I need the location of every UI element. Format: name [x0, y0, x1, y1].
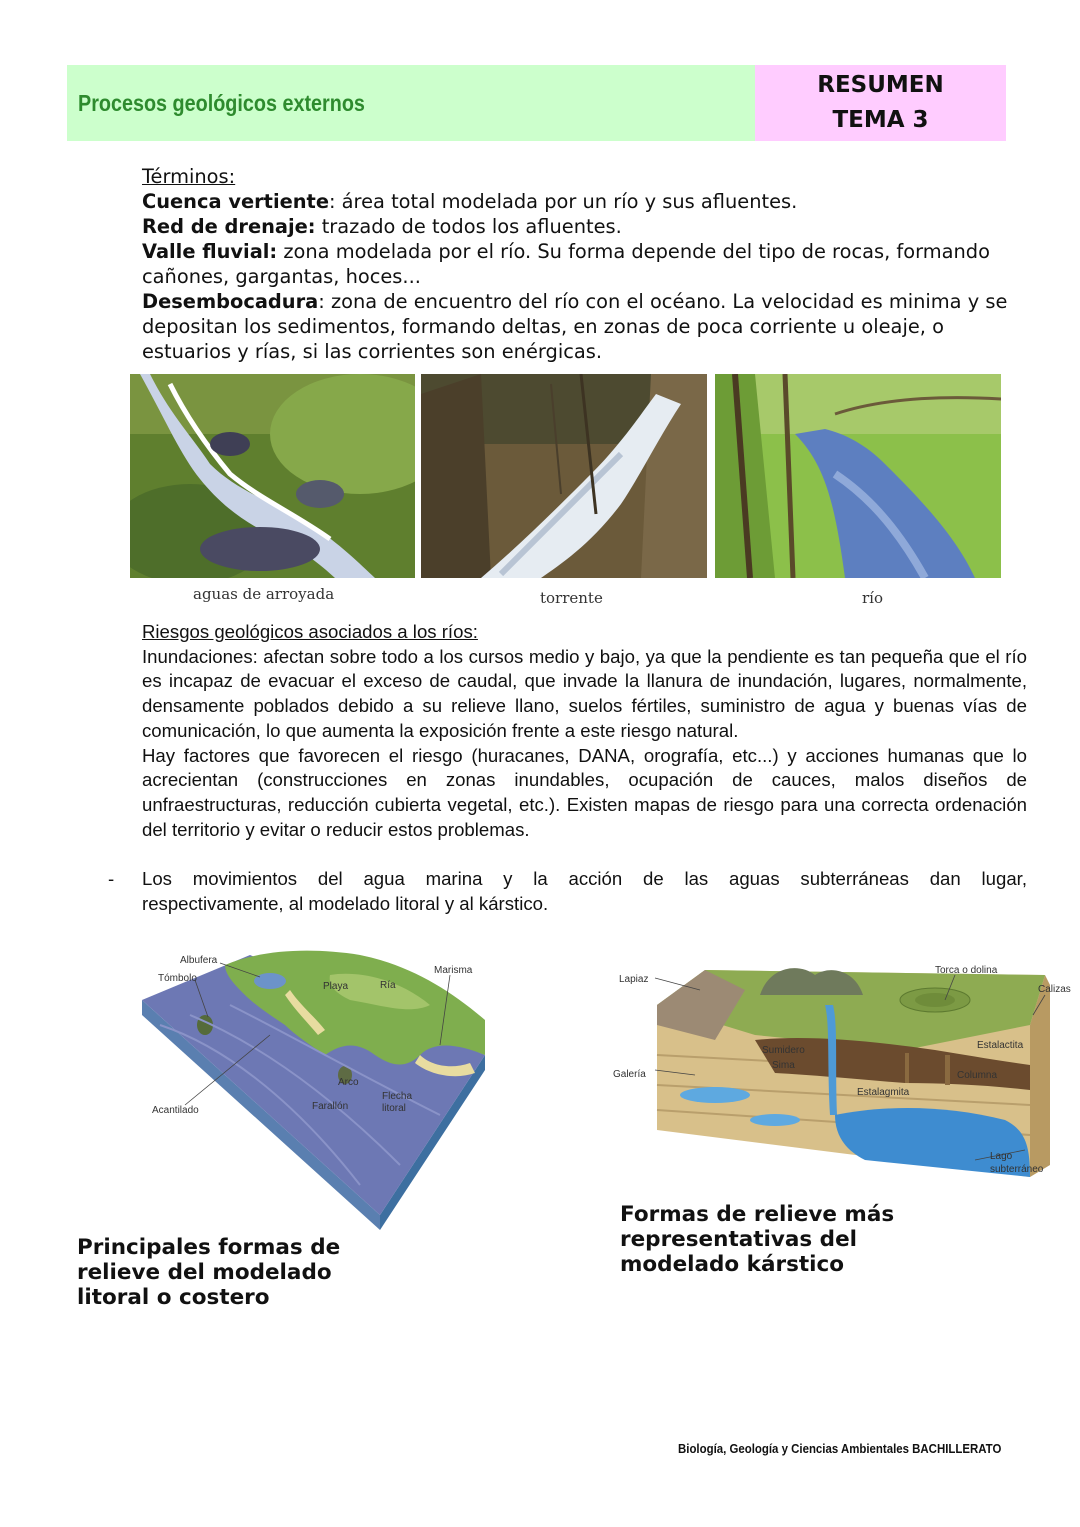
- label-litoral: litoral: [382, 1103, 406, 1114]
- bullet-item: [108, 867, 1027, 916]
- term-item: [142, 214, 1022, 239]
- label-subterraneo: subterráneo: [990, 1164, 1044, 1175]
- label-arco: Arco: [338, 1077, 359, 1088]
- term-definition: trazado de todos los afluentes.: [315, 215, 622, 238]
- label-marisma: Marisma: [434, 965, 473, 976]
- terms-heading: Términos:: [142, 165, 236, 188]
- bullet-line: respectivamente, al modelado litoral y al kárstico.: [142, 892, 549, 914]
- label-albufera: Albufera: [180, 955, 218, 966]
- label-sima: Sima: [772, 1060, 795, 1071]
- caption-line: Formas de relieve más: [620, 1202, 895, 1227]
- bullet-line: Los movimientos del agua marina y la acción de las aguas subterráneas dan lugar,: [142, 868, 1027, 889]
- term-item: [142, 289, 1022, 364]
- badge-line-1: RESUMEN: [817, 72, 944, 98]
- coastal-caption: [77, 1235, 340, 1310]
- term-definition: : zona de encuentro del río con el océano. La velocidad es minima y se depositan los sedimentos, formando deltas, en zonas de poca corriente u oleaje, o estuarios y rías, si las corrientes son enérgicas.: [142, 290, 1008, 363]
- photo-caption: río: [862, 589, 883, 607]
- label-tombolo: Tómbolo: [158, 973, 197, 984]
- photo-caption: aguas de arroyada: [193, 585, 335, 603]
- page-footer: Biología, Geología y Ciencias Ambientales BACHILLERATO: [678, 1441, 1002, 1456]
- term-item: [142, 239, 1022, 289]
- karst-caption: [620, 1202, 894, 1277]
- badge-line-2: TEMA 3: [832, 107, 929, 133]
- header-title: Procesos geológicos externos: [78, 89, 365, 116]
- label-lago: Lago: [990, 1151, 1013, 1162]
- caption-line: modelado kárstico: [620, 1252, 845, 1277]
- term-name: Valle fluvial:: [142, 240, 278, 263]
- risks-paragraph: Hay factores que favorecen el riesgo (huracanes, DANA, orografía, etc...) y acciones humanas que lo acrecientan (construcciones en zonas inundables, ocupación de cauces, malos diseños de unfraestructuras, reducción cubierta vegetal, etc.). Existen mapas de riesgo para una correcta ordenación del territorio y evitar o reducir estos problemas.: [142, 744, 1027, 840]
- page-header: [67, 65, 1006, 141]
- label-playa: Playa: [323, 981, 349, 992]
- risks-paragraph: Inundaciones: afectan sobre todo a los cursos medio y bajo, ya que la pendiente es tan pequeña que el río es incapaz de evacuar el exceso de caudal, que invade la llanura de inundación, lugares, normalmente, densamente poblados debido a su relieve llano, suelos fértiles, suministro de agua y buenas vías de comunicación, lo que aumenta la exposición frente a este riesgo natural.: [142, 645, 1027, 741]
- label-columna: Columna: [957, 1070, 998, 1081]
- caption-line: Principales formas de: [77, 1235, 341, 1260]
- photo-caption: torrente: [540, 589, 603, 607]
- label-ria: Ría: [380, 980, 396, 991]
- term-definition: zona modelada por el río. Su forma depende del tipo de rocas, formando cañones, gargantas, hoces...: [142, 240, 990, 288]
- term-name: Desembocadura: [142, 290, 319, 313]
- label-estalagmita: Estalagmita: [857, 1087, 910, 1098]
- label-acantilado: Acantilado: [152, 1105, 199, 1116]
- caption-line: relieve del modelado: [77, 1260, 332, 1285]
- coastal-diagram: [130, 945, 500, 1230]
- label-sumidero: Sumidero: [762, 1045, 805, 1056]
- label-lapiaz: Lapiaz: [619, 974, 649, 985]
- photo-torrente: [421, 374, 707, 578]
- term-item: [142, 189, 1022, 214]
- photo-arroyada: [130, 374, 415, 578]
- risks-heading: Riesgos geológicos asociados a los ríos:: [142, 621, 478, 642]
- caption-line: representativas del: [620, 1227, 858, 1252]
- label-farallon: Farallón: [312, 1101, 349, 1112]
- header-title-box: [67, 65, 755, 141]
- karst-diagram: [605, 955, 1080, 1195]
- term-name: Cuenca vertiente: [142, 190, 329, 213]
- term-name: Red de drenaje:: [142, 215, 316, 238]
- label-estalactita: Estalactita: [977, 1040, 1024, 1051]
- label-torca: Torca o dolina: [935, 965, 998, 976]
- caption-line: litoral o costero: [77, 1285, 270, 1310]
- term-definition: : área total modelada por un río y sus afluentes.: [328, 190, 798, 213]
- terms-section: [142, 164, 1022, 364]
- label-calizas: Calizas: [1038, 984, 1071, 995]
- river-photos: [0, 374, 1080, 614]
- label-flecha: Flecha: [382, 1091, 413, 1102]
- label-galeria: Galería: [613, 1069, 646, 1080]
- header-badge: [755, 65, 1006, 141]
- risks-section: [142, 620, 1027, 842]
- photo-rio: [715, 374, 1001, 578]
- bullet-dash: -: [108, 868, 115, 889]
